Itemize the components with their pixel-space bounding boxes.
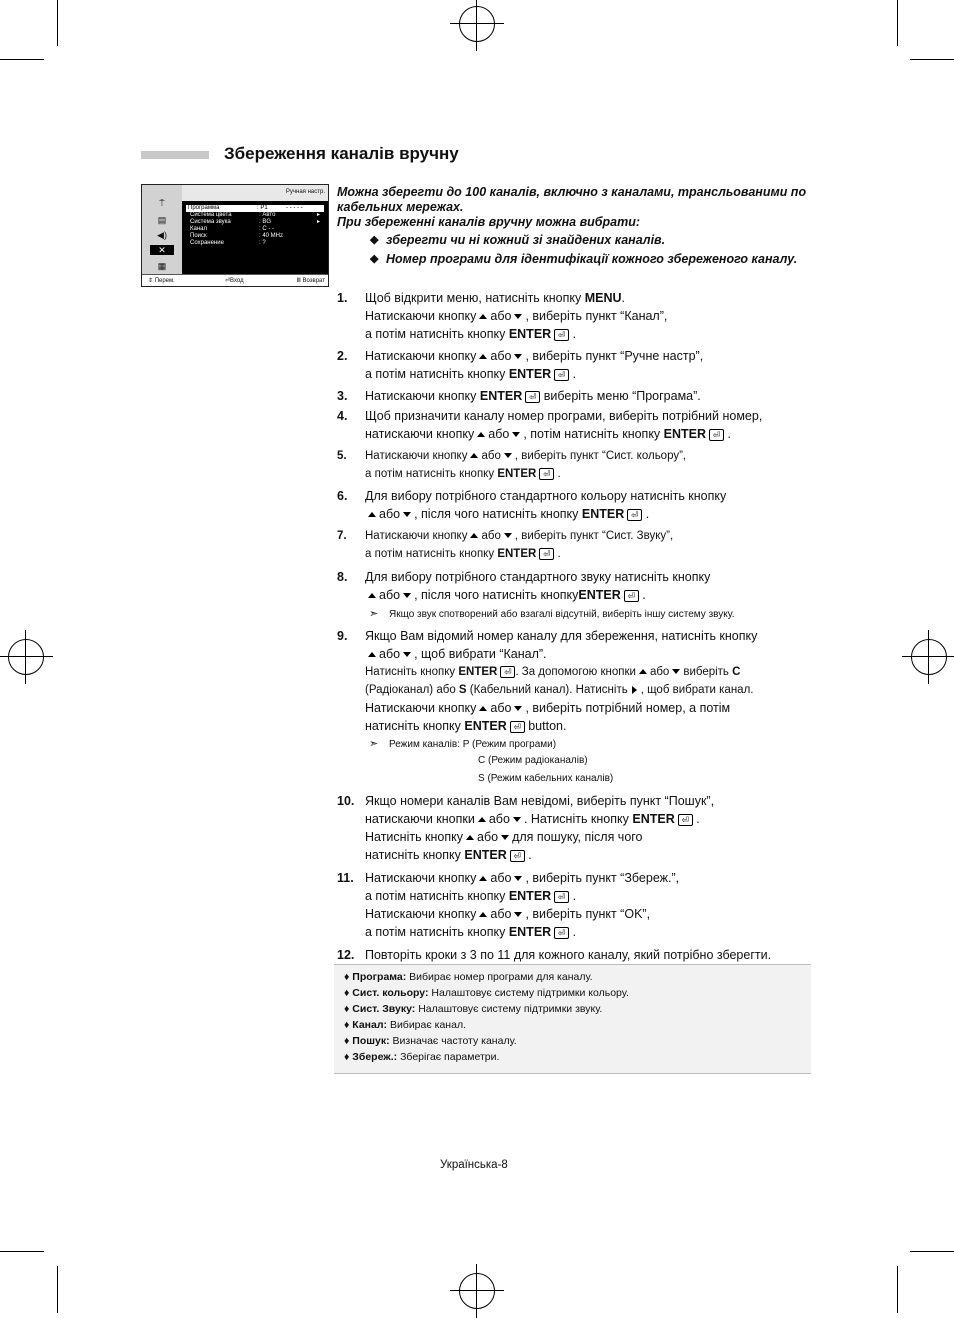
up-arrow-icon	[479, 706, 487, 711]
mode-s-text: S (Режим кабельних каналів)	[478, 773, 614, 784]
step-item	[337, 627, 817, 735]
step-number: 5.	[337, 450, 347, 462]
antenna-icon: ⍑	[159, 198, 165, 208]
tv-menu-row	[188, 233, 324, 240]
step-text: для пошуку, після чого	[512, 830, 643, 844]
step-text: Щоб відкрити меню, натисніть кнопку	[365, 291, 585, 305]
step-number: 1.	[337, 291, 348, 305]
step-text: Натискаючи кнопку	[365, 389, 477, 403]
step-number: 7.	[337, 530, 347, 542]
enter-icon: ⏎	[539, 548, 554, 560]
tv-row-value: : 40 MHz	[259, 233, 284, 239]
step-text: або	[477, 830, 499, 844]
step-text: , виберіть пункт “Збереж.”,	[525, 871, 680, 885]
step-text: Натискаючи кнопку	[365, 701, 477, 715]
setup-icon: ▦	[157, 261, 167, 271]
tv-menu-row	[188, 219, 324, 226]
up-arrow-icon	[477, 432, 485, 437]
step-text: , виберіть пункт “Сист. Звуку”,	[514, 530, 674, 542]
down-arrow-icon	[512, 432, 520, 437]
enter-key: ENTER	[464, 719, 507, 733]
step-text: Для вибору потрібного стандартного звуку натисніть кнопку	[365, 570, 711, 584]
registration-mark	[459, 6, 495, 42]
up-arrow-icon	[479, 876, 487, 881]
tv-row-arrow: ▸	[316, 212, 320, 218]
step-note: ➣ Якщо звук спотворений або взагалі відсутній, виберіть іншу систему звуку.	[337, 607, 817, 622]
step-text: або	[488, 427, 510, 441]
tv-footer-move: ⇕ Перем.	[148, 278, 175, 284]
tv-footer-enter: ⏎Вход	[225, 278, 244, 284]
glossary-item	[344, 1035, 517, 1047]
up-arrow-icon	[479, 912, 487, 917]
tv-menu-screenshot	[141, 184, 329, 287]
tv-row-value: : P1	[257, 205, 268, 211]
glossary-desc: Налаштовує систему підтримки звуку.	[418, 1003, 603, 1015]
step-text: натискаючи кнопки	[365, 812, 475, 826]
step-item	[337, 387, 817, 405]
step-text: (Радіоканал) або	[365, 684, 456, 696]
step-text: або	[481, 530, 501, 542]
enter-icon: ⏎	[525, 391, 540, 403]
enter-icon: ⏎	[624, 590, 639, 602]
tv-menu-title: Ручная настр.	[285, 189, 325, 195]
enter-icon: ⏎	[539, 468, 554, 480]
step-text: або	[379, 507, 401, 521]
tv-menu-sidebar	[142, 185, 182, 274]
step-text: а потім натисніть кнопку	[365, 548, 495, 560]
step-text: а потім натисніть кнопку	[365, 367, 506, 381]
step-text: а потім натисніть кнопку	[365, 327, 506, 341]
crop-mark	[0, 1251, 44, 1252]
step-text: , щоб вибрати канал.	[640, 684, 754, 696]
step-text: а потім натисніть кнопку	[365, 889, 506, 903]
enter-key: ENTER	[632, 812, 675, 826]
enter-icon: ⏎	[554, 329, 569, 341]
registration-mark	[911, 639, 947, 675]
enter-icon: ⏎	[510, 721, 525, 733]
mode-c-text: C (Режим радіоканалів)	[478, 755, 588, 766]
step-number: 12.	[337, 948, 355, 962]
title-decor-bar	[141, 151, 209, 159]
down-arrow-icon	[514, 912, 522, 917]
step-text: , щоб вибрати “Канал”.	[414, 647, 547, 661]
tv-row-label: Система цвета	[190, 212, 232, 218]
glossary-term: ♦ Збереж.:	[344, 1051, 397, 1063]
enter-icon: ⏎	[709, 429, 724, 441]
down-arrow-icon	[403, 512, 411, 517]
enter-key: ENTER	[497, 468, 537, 480]
glossary-item	[344, 1003, 602, 1015]
glossary-desc: Вибирає канал.	[389, 1019, 466, 1031]
down-arrow-icon	[514, 706, 522, 711]
step-text: . За допомогою кнопки	[515, 666, 636, 678]
step-item: 1. Щоб відкрити меню, натисніть кнопку MENU. Натискаючи кнопку або , виберіть пункт “Канал”, а потім натисніть кнопку ENTER ⏎ .	[337, 291, 668, 341]
glossary-item	[344, 1051, 499, 1063]
glossary-term: ♦ Канал:	[344, 1019, 387, 1031]
enter-key: ENTER	[479, 389, 523, 403]
up-arrow-icon	[368, 512, 376, 517]
registration-mark	[459, 1273, 495, 1309]
up-arrow-icon	[470, 453, 478, 458]
step-text: Натискаючи кнопку	[365, 907, 477, 921]
up-arrow-icon	[479, 354, 487, 359]
glossary-desc: Налаштовує систему підтримки кольору.	[431, 987, 629, 999]
crop-mark	[57, 1266, 58, 1313]
tv-menu-header	[182, 185, 328, 201]
step-text: button.	[528, 719, 567, 733]
down-arrow-icon	[403, 593, 411, 598]
step-item	[337, 946, 817, 964]
step-text: Натисніть кнопку	[365, 830, 464, 844]
step-text: Якщо номери каналів Вам невідомі, виберіть пункт “Пошук”,	[365, 794, 715, 808]
step-number: 8.	[337, 570, 348, 584]
enter-icon: ⏎	[510, 850, 525, 862]
down-arrow-icon	[514, 876, 522, 881]
step-text: , виберіть пункт “Ручне настр”,	[525, 349, 704, 363]
step-text: або	[490, 871, 512, 885]
crop-mark	[57, 0, 58, 46]
enter-icon: ⏎	[500, 666, 515, 678]
step-number: 2.	[337, 349, 348, 363]
up-arrow-icon	[368, 593, 376, 598]
up-arrow-icon	[470, 533, 478, 538]
step-text: Натискаючи кнопку	[365, 871, 477, 885]
step-note: ➣ Режим каналів: P (Режим програми)	[337, 737, 817, 752]
step-item: 6. Для вибору потрібного стандартного кольору натисніть кнопку або , після чого натисніть кнопку ENTER ⏎ .	[337, 487, 817, 523]
down-arrow-icon	[403, 652, 411, 657]
step-number: 6.	[337, 489, 348, 503]
step-text: Натискаючи кнопку	[365, 349, 477, 363]
step-text: , після чого натисніть кнопку	[414, 507, 579, 521]
step-text: натискаючи кнопку	[365, 427, 475, 441]
intro-text: При збереженні каналів вручну можна вибрати:	[337, 215, 641, 229]
step-text: Натискаючи кнопку	[365, 450, 468, 462]
step-text: натисніть кнопку	[365, 719, 461, 733]
enter-key: ENTER	[508, 367, 552, 381]
glossary-item	[344, 971, 593, 983]
step-number: 10.	[337, 794, 355, 808]
picture-icon: ▤	[157, 215, 167, 225]
enter-icon: ⏎	[678, 814, 693, 826]
intro-text: Можна зберегти до 100 каналів, включно з каналами, трансльованими по кабельних мережах.	[337, 185, 807, 214]
enter-key: ENTER	[464, 848, 507, 862]
step-item: 10. Якщо номери каналів Вам невідомі, виберіть пункт “Пошук”, натискаючи кнопки або . Натисніть кнопку ENTER ⏎ . Натисніть кнопку або для пошуку, після чого натисніть кнопку ENTER ⏎ .	[337, 792, 817, 864]
tv-menu-row	[188, 212, 324, 219]
tv-menu-list	[182, 201, 328, 274]
enter-icon: ⏎	[554, 891, 569, 903]
tv-menu-row	[188, 240, 324, 247]
step-text: . Натисніть кнопку	[523, 812, 629, 826]
step-item: 4. Щоб призначити каналу номер програми, виберіть потрібний номер, натискаючи кнопку або , потім натисніть кнопку ENTER ⏎ .	[337, 407, 817, 443]
sound-icon: ◀)	[157, 230, 167, 240]
step-text: Натискаючи кнопку	[365, 309, 477, 323]
crop-mark	[0, 59, 44, 60]
enter-key: ENTER	[663, 427, 707, 441]
crop-mark	[910, 1251, 954, 1252]
up-arrow-icon	[639, 669, 647, 674]
step-item: 7. Натискаючи кнопку або , виберіть пункт “Сист. Звуку”, а потім натисніть кнопку ENTER ⏎ .	[337, 527, 817, 563]
glossary-term: ♦ Сист. Звуку:	[344, 1003, 415, 1015]
step-item: 8. Для вибору потрібного стандартного звуку натисніть кнопку або , після чого натисніть кнопкуENTER ⏎ .	[337, 568, 817, 604]
glossary-box	[334, 964, 811, 1074]
enter-key: ENTER	[508, 925, 552, 939]
intro-bullet: ◆ Номер програми для ідентифікації кожного збереженого каналу.	[337, 252, 817, 267]
step-text: Для вибору потрібного стандартного кольору натисніть кнопку	[365, 489, 727, 503]
step-text: або	[490, 349, 512, 363]
step-text: , потім натисніть кнопку	[523, 427, 661, 441]
step-text: Якщо Вам відомий номер каналу для збереження, натисніть кнопку	[365, 629, 758, 643]
enter-key: ENTER	[581, 507, 625, 521]
step-text: виберіть меню “Програма”.	[543, 389, 701, 403]
crop-mark	[897, 0, 898, 46]
tv-row-label: Программа	[188, 205, 220, 211]
glossary-term: ♦ Пошук:	[344, 1035, 390, 1047]
step-text: або	[488, 812, 510, 826]
mode-letter: C	[732, 666, 741, 678]
enter-key: ENTER	[458, 666, 498, 678]
enter-icon: ⏎	[627, 509, 642, 521]
step-text: або	[379, 588, 401, 602]
steps-list	[337, 289, 817, 964]
glossary-desc: Зберігає параметри.	[400, 1051, 500, 1063]
tv-row-label: Сохранение	[190, 240, 224, 246]
channel-icon: ✕	[150, 245, 174, 255]
crop-mark	[897, 1266, 898, 1313]
down-arrow-icon	[501, 835, 509, 840]
tv-row-label: Канал	[190, 226, 207, 232]
step-text: Натисніть кнопку	[365, 666, 456, 678]
down-arrow-icon	[513, 817, 521, 822]
tv-row-value: : BG	[259, 219, 272, 225]
down-arrow-icon	[672, 669, 680, 674]
crop-mark	[910, 59, 954, 60]
glossary-desc: Визначає частоту каналу.	[392, 1035, 517, 1047]
step-text: або	[379, 647, 401, 661]
intro-bullet: ◆ зберегти чи ні кожний зі знайдених каналів.	[337, 233, 817, 248]
step-number: 9.	[337, 629, 348, 643]
down-arrow-icon	[504, 533, 512, 538]
enter-icon: ⏎	[554, 369, 569, 381]
intro-block	[337, 185, 817, 267]
up-arrow-icon	[479, 314, 487, 319]
enter-key: ENTER	[508, 889, 552, 903]
glossary-term: ♦ Сист. кольору:	[344, 987, 429, 999]
step-text: , виберіть пункт “Сист. кольору”,	[514, 450, 687, 462]
step-text: .	[621, 291, 626, 305]
step-number: 11.	[337, 871, 354, 885]
down-arrow-icon	[514, 354, 522, 359]
enter-key: ENTER	[578, 588, 621, 602]
enter-icon: ⏎	[554, 927, 569, 939]
enter-key: ENTER	[497, 548, 537, 560]
up-arrow-icon	[368, 652, 376, 657]
down-arrow-icon	[514, 314, 522, 319]
step-text: або	[490, 907, 512, 921]
glossary-item	[344, 1019, 466, 1031]
step-text: виберіть	[683, 666, 729, 678]
step-text: , виберіть потрібний номер, а потім	[525, 701, 731, 715]
page-footer: Українська-8	[440, 1159, 508, 1171]
glossary-desc: Вибирає номер програми для каналу.	[409, 971, 593, 983]
down-arrow-icon	[504, 453, 512, 458]
tv-row-value: : ?	[259, 240, 266, 246]
up-arrow-icon	[466, 835, 474, 840]
tv-row-label: Поиск	[190, 233, 207, 239]
step-text: або	[490, 701, 512, 715]
step-text: Повторіть кроки з 3 по 11 для кожного каналу, який потрібно зберегти.	[365, 948, 772, 962]
step-text: , виберіть пункт “Канал”,	[525, 309, 668, 323]
tv-menu-row	[186, 205, 324, 212]
page-title: Збереження каналів вручну	[224, 144, 459, 163]
step-text: або	[649, 666, 670, 678]
registration-mark	[8, 639, 44, 675]
step-number: 3.	[337, 389, 348, 403]
tv-row-label: Система звука	[190, 219, 231, 225]
step-text: , виберіть пункт “OK”,	[525, 907, 651, 921]
enter-key: ENTER	[508, 327, 552, 341]
menu-key: MENU	[584, 291, 622, 305]
tv-row-value: : Авто	[259, 212, 276, 218]
step-item: 5. Натискаючи кнопку або , виберіть пункт “Сист. кольору”, а потім натисніть кнопку ENTER ⏎ .	[337, 447, 817, 483]
step-text: або	[481, 450, 501, 462]
glossary-term: ♦ Програма:	[344, 971, 406, 983]
glossary-item	[344, 987, 629, 999]
step-text: , після чого натисніть кнопку	[414, 588, 579, 602]
tv-menu-row	[188, 226, 324, 233]
mode-letter: S	[458, 684, 467, 696]
tv-footer-back: Ⅲ Возврат	[296, 278, 325, 284]
step-text: натисніть кнопку	[365, 848, 461, 862]
step-text: або	[490, 309, 512, 323]
step-text: (Кабельний канал). Натисніть	[469, 684, 628, 696]
step-text: Щоб призначити каналу номер програми, виберіть потрібний номер,	[365, 409, 763, 423]
step-text: а потім натисніть кнопку	[365, 925, 506, 939]
step-item: 11. Натискаючи кнопку або , виберіть пункт “Збереж.”, а потім натисніть кнопку ENTER ⏎ . Натискаючи кнопку або , виберіть пункт “OK”, а потім натисніть кнопку ENTER ⏎ .	[337, 871, 680, 939]
tv-row-value: : C - -	[259, 226, 274, 232]
step-text: а потім натисніть кнопку	[365, 468, 495, 480]
step-item: 2. Натискаючи кнопку або , виберіть пункт “Ручне настр”, а потім натисніть кнопку ENTER ⏎ .	[337, 349, 704, 381]
up-arrow-icon	[478, 817, 486, 822]
right-arrow-icon	[632, 686, 637, 694]
tv-row-arrow: ▸	[316, 219, 320, 225]
tv-row-extra: - - - - -	[286, 205, 303, 211]
step-number: 4.	[337, 409, 348, 423]
step-text: Натискаючи кнопку	[365, 530, 468, 542]
tv-menu-footer	[142, 274, 328, 287]
